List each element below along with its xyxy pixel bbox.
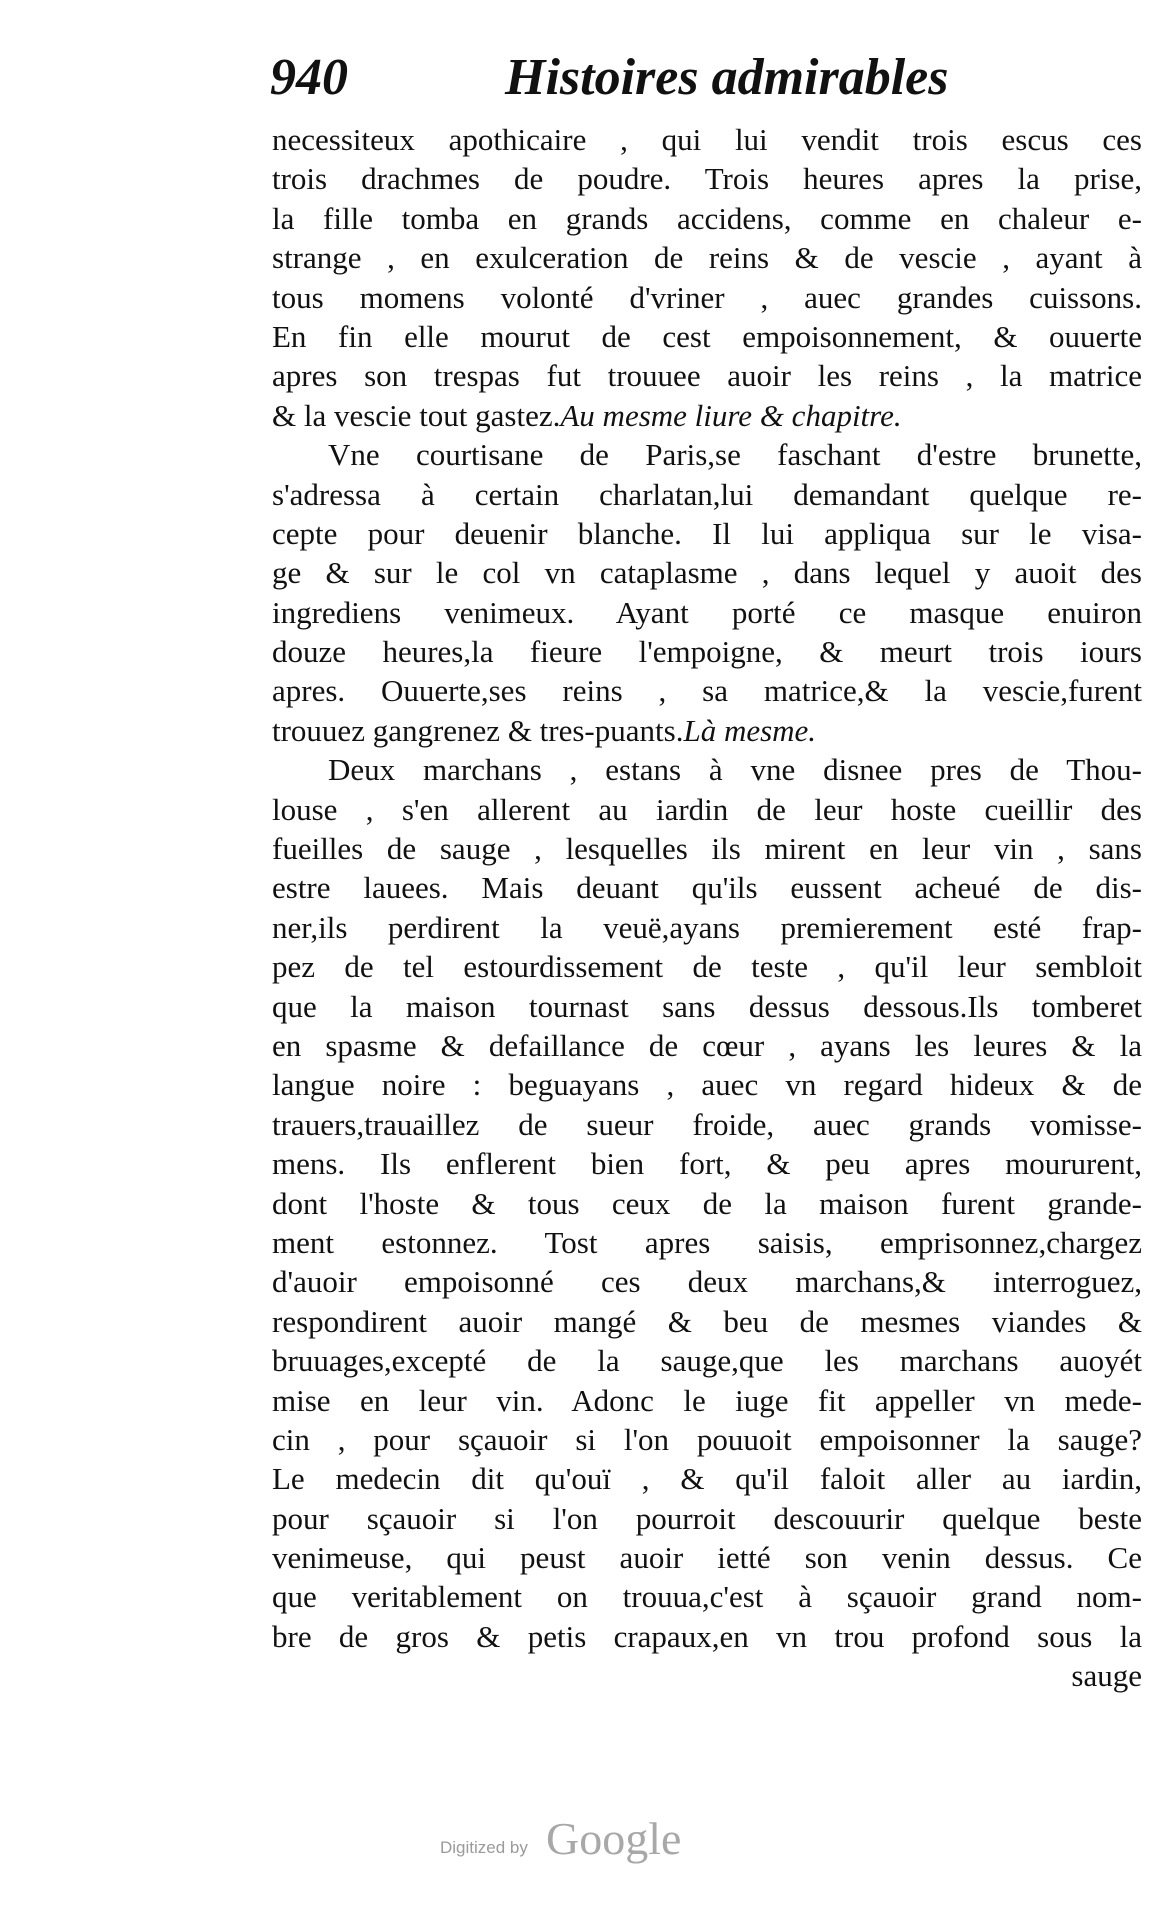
text-line: strange , en exulceration de reins & de vescie , ayant à [272,240,1142,276]
text-line: Vne courtisane de Paris,se faschant d'estre brunette, [328,437,1142,473]
text-line: dont l'hoste & tous ceux de la maison furent grande- [272,1185,1142,1221]
text-line-with-citation [272,396,1142,435]
text-line: Deux marchans , estans à vne disnee pres de Thou- [328,752,1142,788]
citation: Au mesme liure & chapitre. [560,397,902,433]
text-line: mens. Ils enflerent bien fort, & peu apres moururent, [272,1146,1142,1182]
digitized-by-label: Digitized by [440,1838,528,1857]
text-line: Le medecin dit qu'ouï , & qu'il faloit aller au iardin, [272,1461,1142,1497]
text-line: apres son trespas fut trouuee auoir les reins , la matrice [272,358,1142,394]
text-line: bre de gros & petis crapaux,en vn trou profond sous la [272,1618,1142,1654]
text-line: douze heures,la fieure l'empoigne, & meurt trois iours [272,634,1142,670]
text-line: ner,ils perdirent la veuë,ayans premierement esté frap- [272,909,1142,945]
text-line: la fille tomba en grands accidens, comme en chaleur e- [272,200,1142,236]
text-line: ment estonnez. Tost apres saisis, emprisonnez,chargez [272,1224,1142,1260]
text-segment: & la vescie tout gastez. [272,397,561,433]
text-line: en spasme & defaillance de cœur , ayans les leures & la [272,1027,1142,1063]
text-line: pez de tel estourdissement de teste , qu'il leur sembloit [272,949,1142,985]
text-line: tous momens volonté d'vriner , auec grandes cuissons. [272,279,1142,315]
text-line: bruuages,excepté de la sauge,que les marchans auoyét [272,1343,1142,1379]
text-line: cin , pour sçauoir si l'on pouuoit empoisonner la sauge? [272,1421,1142,1457]
text-line: trauers,trauaillez de sueur froide, auec grands vomisse- [272,1106,1142,1142]
text-line: que la maison tournast sans dessus dessous.Ils tomberet [272,988,1142,1024]
citation: Là mesme. [683,712,817,748]
page-header [270,48,949,118]
google-logo: Google [546,1813,682,1864]
text-line: respondirent auoir mangé & beu de mesmes viandes & [272,1303,1142,1339]
text-line: que veritablement on trouua,c'est à sçauoir grand nom- [272,1579,1142,1615]
text-line: d'auoir empoisonné ces deux marchans,& interroguez, [272,1264,1142,1300]
text-line: trois drachmes de poudre. Trois heures apres la prise, [272,161,1142,197]
page-number: 940 [270,49,348,106]
text-line: apres. Ouuerte,ses reins , sa matrice,& la vescie,furent [272,673,1142,709]
text-line: cepte pour deuenir blanche. Il lui appliqua sur le visa- [272,515,1142,551]
text-line: pour sçauoir si l'on pourroit descouurir quelque beste [272,1500,1142,1536]
text-line: En fin elle mourut de cest empoisonnement, & ouuerte [272,318,1142,354]
text-line: estre lauees. Mais deuant qu'ils eussent acheué de dis- [272,870,1142,906]
text-line: ingrediens venimeux. Ayant porté ce masque enuiron [272,594,1142,630]
text-segment: trouuez gangrenez & tres-puants. [272,712,684,748]
catchword: sauge [1071,1658,1142,1694]
text-line: necessiteux apothicaire , qui lui vendit trois escus ces [272,122,1142,157]
page-body [272,120,1142,1696]
text-line: fueilles de sauge , lesquelles ils mirent en leur vin , sans [272,831,1142,867]
running-title: Histoires admirables [505,49,949,106]
text-line: ge & sur le col vn cataplasme , dans lequel y auoit des [272,555,1142,591]
digitized-by-google-watermark [440,1812,740,1872]
text-line-with-citation [272,711,1142,750]
text-line: louse , s'en allerent au iardin de leur hoste cueillir des [272,791,1142,827]
text-line: venimeuse, qui peust auoir ietté son venin dessus. Ce [272,1540,1142,1576]
text-line: mise en leur vin. Adonc le iuge fit appeller vn mede- [272,1382,1142,1418]
text-line: s'adressa à certain charlatan,lui demandant quelque re- [272,476,1142,512]
text-line: langue noire : beguayans , auec vn regard hideux & de [272,1067,1142,1103]
